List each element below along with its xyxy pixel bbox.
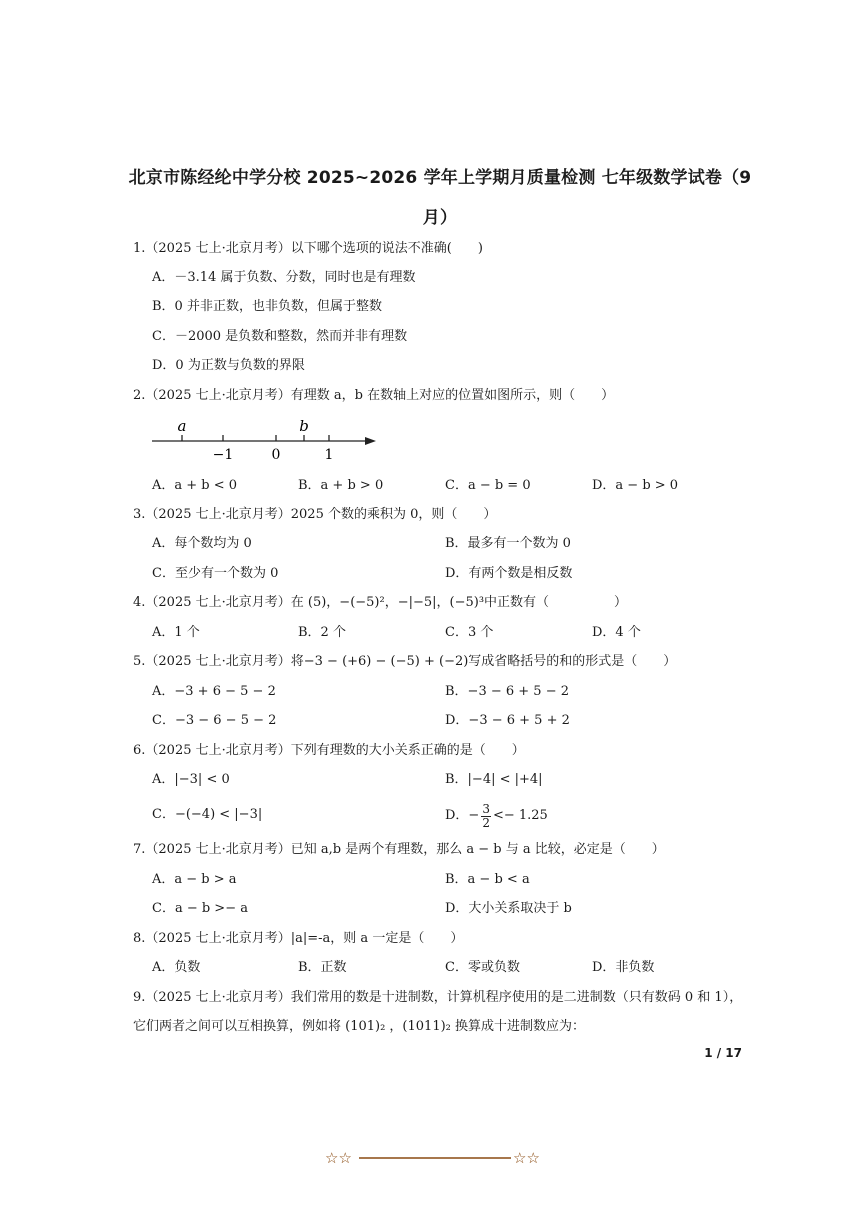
question-4-stem: 4.（2025 七上·北京月考）在 (5)，−(−5)²，−|−5|，(−5)³中正数有（ ） — [133, 595, 628, 610]
question-7-option-a: A．a − b > a — [152, 872, 237, 887]
question-2-option-b: B．a + b > 0 — [298, 478, 384, 493]
exam-title-line1: 北京市陈经纶中学分校 2025~2026 学年上学期月质量检测 七年级数学试卷（9 — [128, 168, 752, 188]
question-6-option-b: B．|−4| < |+4| — [445, 772, 543, 787]
label-a: a — [177, 417, 187, 435]
question-2-stem: 2.（2025 七上·北京月考）有理数 a，b 在数轴上对应的位置如图所示，则（ ） — [133, 388, 615, 403]
question-9-line1: 9.（2025 七上·北京月考）我们常用的数是十进制数，计算机程序使用的是二进制数（只有数码 0 和 1）， — [133, 990, 743, 1005]
question-5-option-a: A．−3 + 6 − 5 − 2 — [152, 684, 276, 699]
question-2-option-d: D．a − b > 0 — [592, 478, 679, 493]
question-5-option-d: D．−3 − 6 + 5 + 2 — [445, 713, 570, 728]
question-6-option-c: C．−(−4) < |−3| — [152, 807, 263, 822]
question-3-option-c: C．至少有一个数为 0 — [152, 566, 279, 581]
question-5-option-b: B．−3 − 6 + 5 − 2 — [445, 684, 570, 699]
question-2-option-c: C．a − b = 0 — [445, 478, 531, 493]
question-6-stem: 6.（2025 七上·北京月考）下列有理数的大小关系正确的是（ ） — [133, 743, 525, 758]
footer-stars-right: ☆☆ — [513, 1149, 540, 1167]
arrow-icon — [365, 437, 376, 445]
question-5-option-c: C．−3 − 6 − 5 − 2 — [152, 713, 277, 728]
label-b: b — [299, 417, 309, 435]
label-1: 1 — [324, 447, 334, 463]
question-4-option-d: D．4 个 — [592, 625, 641, 640]
fraction-numerator: 3 — [482, 801, 490, 816]
question-3-option-d: D．有两个数是相反数 — [445, 566, 573, 581]
question-8-option-b: B．正数 — [298, 960, 347, 975]
question-5-stem: 5.（2025 七上·北京月考）将−3 − (+6) − (−5) + (−2)写成省略括号的和的形式是（ ） — [133, 654, 677, 669]
question-8-option-c: C．零或负数 — [445, 960, 520, 975]
question-8-option-d: D．非负数 — [592, 960, 655, 975]
question-1-option-b: B．0 并非正数，也非负数，但属于整数 — [152, 299, 382, 314]
fraction-denominator: 2 — [482, 815, 490, 830]
question-7-stem: 7.（2025 七上·北京月考）已知 a,b 是两个有理数，那么 a − b 与 a 比较，必定是（ ） — [133, 842, 665, 857]
question-1-option-a: A．－3.14 属于负数、分数，同时也是有理数 — [152, 270, 416, 285]
footer-decoration — [325, 1148, 545, 1168]
question-7-option-b: B．a − b < a — [445, 872, 530, 887]
question-2-option-a: A．a + b < 0 — [152, 478, 238, 493]
question-3-option-a: A．每个数均为 0 — [152, 536, 252, 551]
number-line-figure — [148, 415, 388, 465]
question-9-line2: 它们两者之间可以互相换算，例如将 (101)₂ ，(1011)₂ 换算成十进制数应为： — [133, 1019, 586, 1034]
label-neg1: −1 — [212, 447, 234, 463]
footer-stars-left: ☆☆ — [325, 1149, 352, 1167]
question-1-option-d: D．0 为正数与负数的界限 — [152, 358, 305, 373]
question-7-option-c: C．a − b >− a — [152, 901, 248, 916]
question-3-option-b: B．最多有一个数为 0 — [445, 536, 571, 551]
question-8-option-a: A．负数 — [152, 960, 201, 975]
fraction — [481, 803, 491, 830]
label-0: 0 — [271, 447, 281, 463]
question-6-option-a: A．|−3| < 0 — [152, 772, 230, 787]
page-number: 1 / 17 — [704, 1046, 742, 1060]
option-d-prefix: D．− — [445, 808, 480, 823]
question-7-option-d: D．大小关系取决于 b — [445, 901, 572, 916]
exam-title-line2: 月） — [422, 208, 458, 228]
question-4-option-a: A．1 个 — [152, 625, 200, 640]
question-1-stem: 1.（2025 七上·北京月考）以下哪个选项的说法不准确( ) — [133, 241, 483, 256]
question-6-option-d — [445, 799, 548, 833]
question-4-option-c: C．3 个 — [445, 625, 494, 640]
question-1-option-c: C．－2000 是负数和整数，然而并非有理数 — [152, 329, 408, 344]
question-8-stem: 8.（2025 七上·北京月考）|a|=-a，则 a 一定是（ ） — [133, 931, 464, 946]
question-4-option-b: B．2 个 — [298, 625, 346, 640]
question-3-stem: 3.（2025 七上·北京月考）2025 个数的乘积为 0，则（ ） — [133, 507, 497, 522]
option-d-suffix: <− 1.25 — [492, 808, 548, 823]
